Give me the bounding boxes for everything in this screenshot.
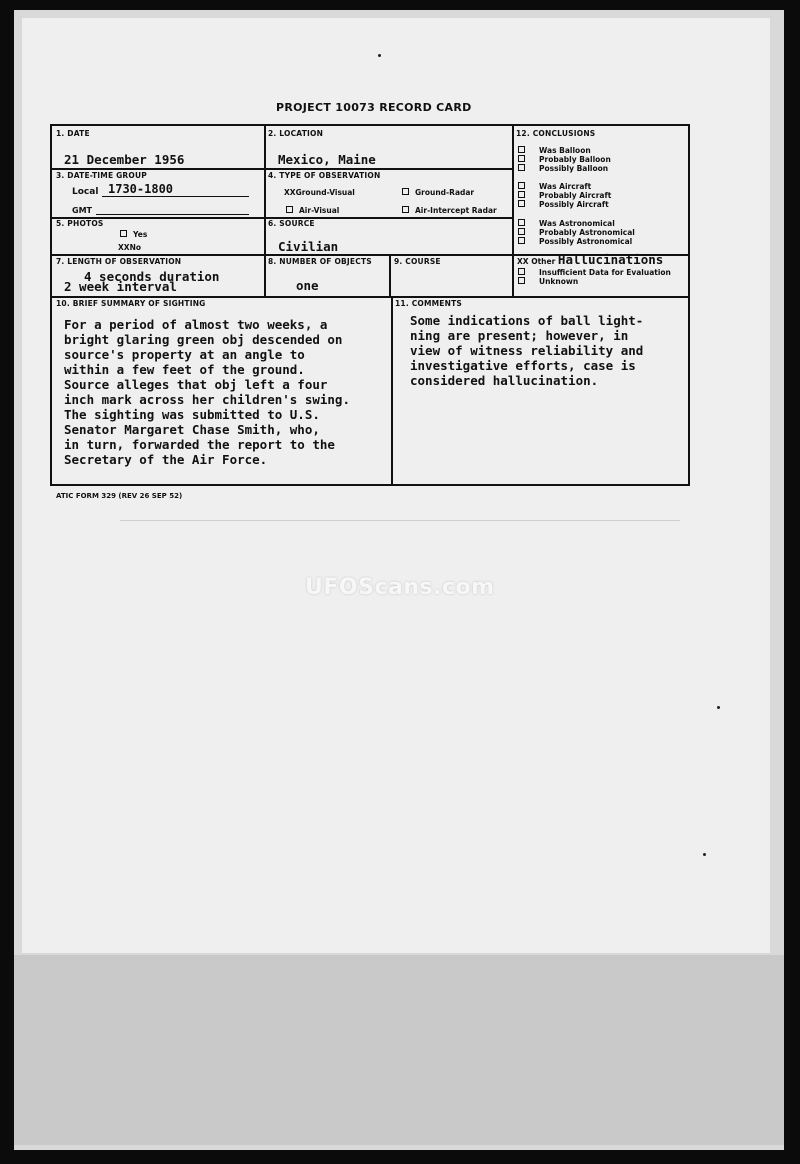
checkbox-icon xyxy=(518,268,525,275)
conclusion-was-balloon: Was Balloon xyxy=(518,146,591,155)
conclusion-was-aircraft: Was Aircraft xyxy=(518,182,591,191)
speck xyxy=(378,54,381,57)
conclusion-possibly-astronomical: Possibly Astronomical xyxy=(518,237,632,246)
source-label: 6. SOURCE xyxy=(268,219,315,228)
location-value: Mexico, Maine xyxy=(278,152,376,167)
checkbox-icon xyxy=(518,155,525,162)
speck xyxy=(717,706,720,709)
type-air-intercept: Air-Intercept Radar xyxy=(402,206,497,215)
checkbox-icon xyxy=(518,219,525,226)
checkbox-icon xyxy=(518,164,525,171)
objects-value: one xyxy=(296,278,319,293)
checkbox-icon xyxy=(518,277,525,284)
type-ground-radar: Ground-Radar xyxy=(402,188,474,197)
photos-label: 5. PHOTOS xyxy=(56,219,104,228)
conclusion-was-astronomical: Was Astronomical xyxy=(518,219,615,228)
checkbox-icon xyxy=(120,230,127,237)
checkbox-icon xyxy=(402,188,409,195)
speck xyxy=(703,853,706,856)
conclusion-probably-aircraft: Probably Aircraft xyxy=(518,191,611,200)
photos-yes: Yes xyxy=(120,230,147,239)
date-label: 1. DATE xyxy=(56,129,90,138)
checkbox-icon xyxy=(286,206,293,213)
card-title: PROJECT 10073 RECORD CARD xyxy=(276,101,472,114)
conclusion-possibly-aircraft: Possibly Aircraft xyxy=(518,200,609,209)
checkbox-icon xyxy=(518,228,525,235)
checkbox-icon xyxy=(518,237,525,244)
gmt-label: GMT xyxy=(72,206,92,215)
summary-text: For a period of almost two weeks, a bright glaring green obj descended on source's property at an angle to within a few feet of the ground. Source alleges that obj left a four inch mark across her children's swing. The sighting was submitted to U.S. Senator Margaret Chase Smith, who, in turn, forwarded the report to the Secretary of the Air Force. xyxy=(64,317,350,467)
ground-visual-checkmark: XX xyxy=(284,188,296,197)
record-form xyxy=(50,124,690,486)
photos-no-checkmark: XX xyxy=(118,243,130,252)
course-label: 9. COURSE xyxy=(394,257,441,266)
underlying-page xyxy=(14,955,784,1145)
watermark: UFOScans.com xyxy=(305,575,495,600)
bleed-through-text xyxy=(120,520,680,801)
conclusion-probably-balloon: Probably Balloon xyxy=(518,155,611,164)
conclusion-possibly-balloon: Possibly Balloon xyxy=(518,164,608,173)
conclusion-insufficient-data: Insufficient Data for Evaluation xyxy=(518,268,671,277)
other-checkmark: XX xyxy=(517,257,529,266)
comments-label: 11. COMMENTS xyxy=(395,299,463,308)
date-value: 21 December 1956 xyxy=(64,152,185,167)
comments-text: Some indications of ball light- ning are present; however, in view of witness reliability and investigative efforts, case is considered hallucination. xyxy=(410,313,644,388)
type-ground-visual: XXGround-Visual xyxy=(284,188,355,197)
checkbox-icon xyxy=(518,182,525,189)
checkbox-icon xyxy=(518,146,525,153)
checkbox-icon xyxy=(518,200,525,207)
conclusion-probably-astronomical: Probably Astronomical xyxy=(518,228,635,237)
location-label: 2. LOCATION xyxy=(268,129,324,138)
length-label: 7. LENGTH OF OBSERVATION xyxy=(56,257,182,266)
source-value: Civilian xyxy=(278,239,339,254)
local-label: Local xyxy=(72,187,99,197)
objects-label: 8. NUMBER OF OBJECTS xyxy=(268,257,372,266)
conclusions-label: 12. CONCLUSIONS xyxy=(516,129,596,138)
checkbox-icon xyxy=(518,191,525,198)
form-number: ATIC FORM 329 (REV 26 SEP 52) xyxy=(56,492,183,500)
summary-label: 10. BRIEF SUMMARY OF SIGHTING xyxy=(56,299,206,308)
type-air-visual: Air-Visual xyxy=(286,206,339,215)
other-value: Hallucinations xyxy=(557,252,664,267)
type-label: 4. TYPE OF OBSERVATION xyxy=(268,171,381,180)
photos-no: XXNo xyxy=(118,243,142,252)
conclusion-unknown: Unknown xyxy=(518,277,578,286)
dtg-label: 3. DATE-TIME GROUP xyxy=(56,171,147,180)
length-value-1: 4 seconds duration xyxy=(84,269,220,284)
conclusion-other: XX Other Hallucinations xyxy=(517,252,664,267)
length-value-2: 2 week interval xyxy=(64,279,177,294)
local-value: 1730-1800 xyxy=(108,182,174,196)
checkbox-icon xyxy=(402,206,409,213)
